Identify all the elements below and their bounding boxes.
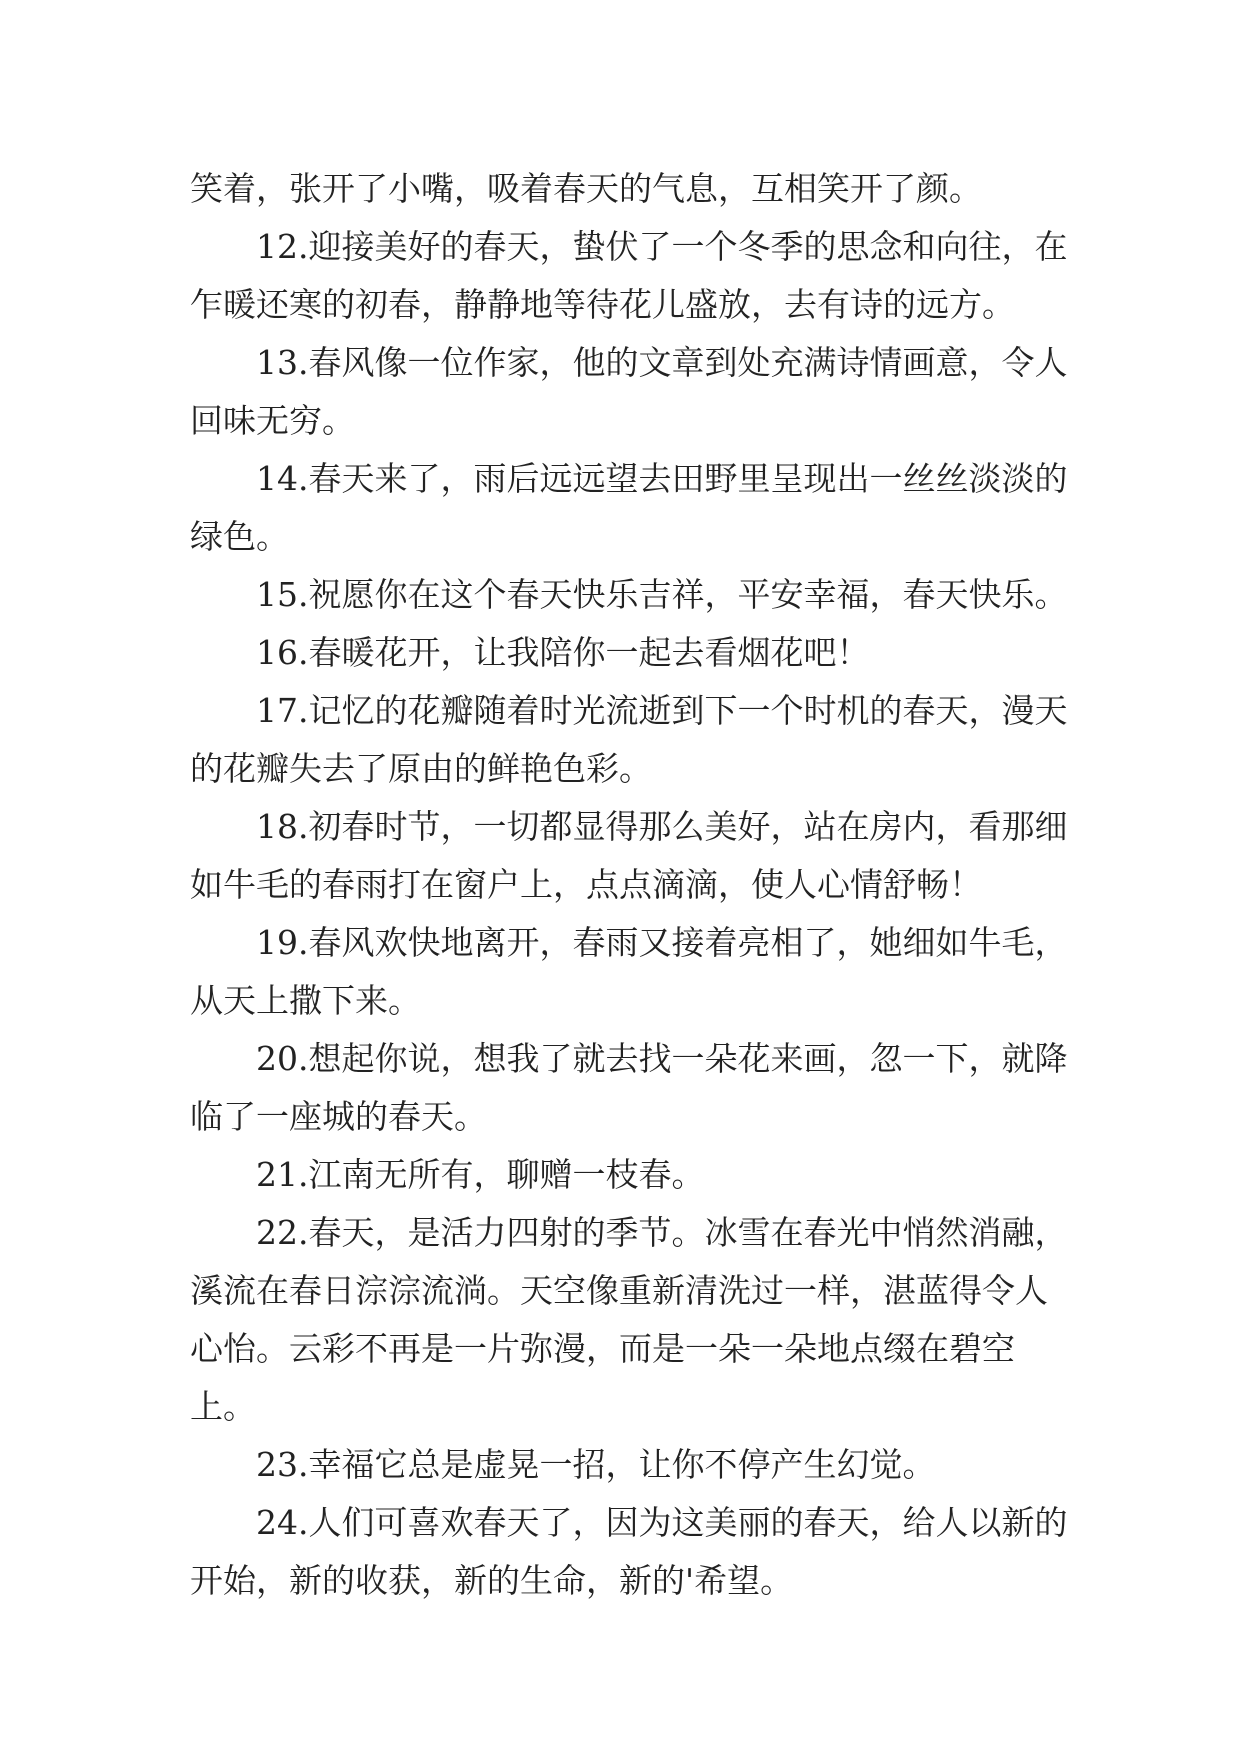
paragraph-19: 19.春风欢快地离开，春雨又接着亮相了，她细如牛毛，从天上撒下来。 xyxy=(190,923,1068,1020)
document-body xyxy=(190,160,1070,1610)
paragraph-24: 24.人们可喜欢春天了，因为这美丽的春天，给人以新的开始，新的收获，新的生命，新的'希望。 xyxy=(190,1503,1068,1600)
paragraph-22: 22.春天，是活力四射的季节。冰雪在春光中悄然消融，溪流在春日淙淙流淌。天空像重新清洗过一样，湛蓝得令人心怡。云彩不再是一片弥漫，而是一朵一朵地点缀在碧空上。 xyxy=(190,1213,1068,1426)
paragraph-0: 笑着，张开了小嘴，吸着春天的气息，互相笑开了颜。 xyxy=(190,169,982,208)
paragraph-15: 15.祝愿你在这个春天快乐吉祥，平安幸福，春天快乐。 xyxy=(256,575,1068,614)
paragraph-21: 21.江南无所有，聊赠一枝春。 xyxy=(256,1155,705,1194)
paragraph-20: 20.想起你说，想我了就去找一朵花来画，忽一下，就降临了一座城的春天。 xyxy=(190,1039,1068,1136)
paragraph-13: 13.春风像一位作家，他的文章到处充满诗情画意，令人回味无穷。 xyxy=(190,343,1068,440)
paragraph-14: 14.春天来了，雨后远远望去田野里呈现出一丝丝淡淡的绿色。 xyxy=(190,459,1068,556)
paragraph-16: 16.春暖花开，让我陪你一起去看烟花吧！ xyxy=(256,633,870,672)
paragraph-23: 23.幸福它总是虚晃一招，让你不停产生幻觉。 xyxy=(256,1445,936,1484)
paragraph-17: 17.记忆的花瓣随着时光流逝到下一个时机的春天，漫天的花瓣失去了原由的鲜艳色彩。 xyxy=(190,691,1068,788)
paragraph-18: 18.初春时节，一切都显得那么美好，站在房内，看那细如牛毛的春雨打在窗户上，点点滴滴，使人心情舒畅！ xyxy=(190,807,1068,904)
paragraph-12: 12.迎接美好的春天，蛰伏了一个冬季的思念和向往，在乍暖还寒的初春，静静地等待花儿盛放，去有诗的远方。 xyxy=(190,227,1068,324)
